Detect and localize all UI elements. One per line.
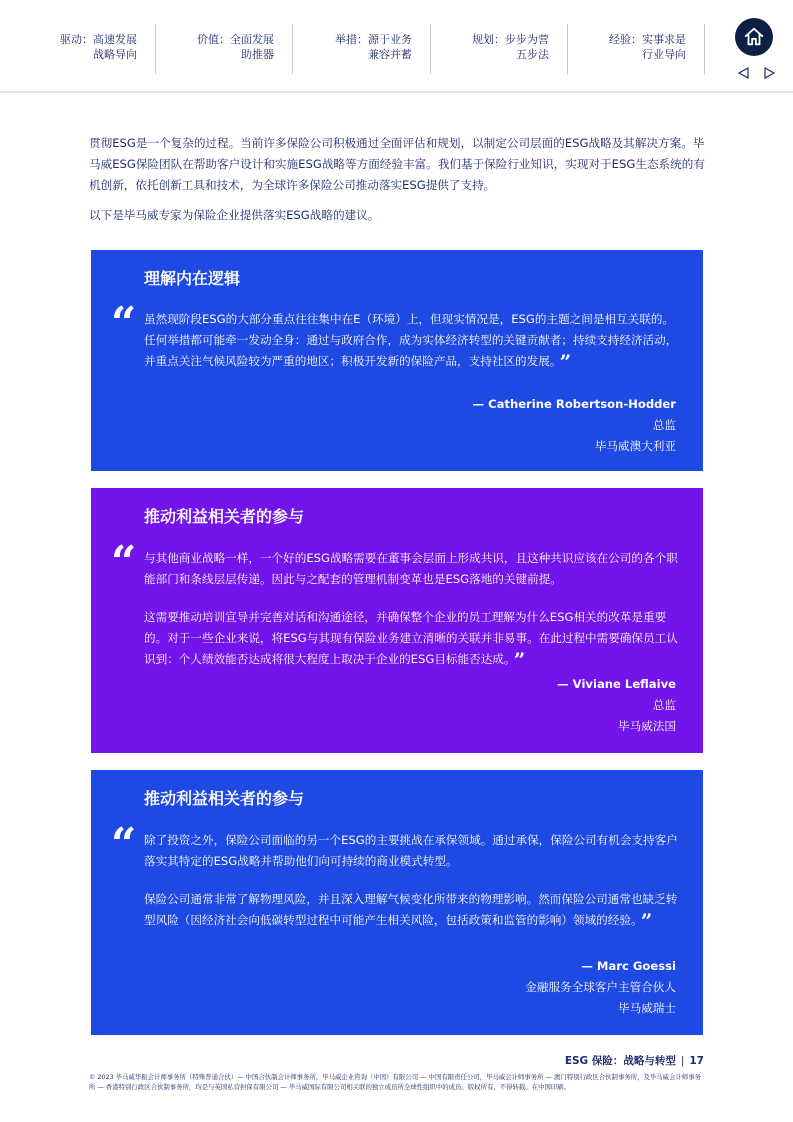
quote-body: [144, 309, 681, 372]
quote-title: 理解内在逻辑: [144, 269, 241, 288]
quote-role: 总监: [652, 418, 676, 432]
nav-item-measures[interactable]: [293, 24, 431, 74]
next-page-button[interactable]: [762, 66, 776, 80]
nav-item-line2: 行业导向: [642, 48, 686, 61]
quote-paragraph: 与其他商业战略一样，一个好的ESG战略需要在董事会层面上形成共识，且这种共识应该在公司的各个职能部门和条线层层传递。因此与之配套的管理机制变革也是ESG落地的关键前提。: [144, 551, 678, 586]
nav-item-line1: 规划：步步为营: [472, 33, 549, 46]
quote-card: [91, 250, 703, 471]
legal-notice: © 2023 毕马威华振会计师事务所（特殊普通合伙）— 中国合伙制会计师事务所，毕马威企业咨询（中国）有限公司 — 中国有限责任公司，毕马威会计师事务所 — 澳门特别行政区合伙制事务所，及毕马威会计师事务所 — 香港特别行政区合伙制事务所，均是与英国私营担保有限公司 — 毕马威国际有限公司相关联的独立成员所全球性组织中的成员。版权所有，不得转载。在中国印刷。: [89, 1073, 702, 1091]
nav-item-line1: 价值：全面发展: [197, 33, 274, 46]
separator: |: [680, 1055, 685, 1067]
intro-text: [89, 133, 705, 226]
nav-item-line2: 兼容并蓄: [368, 48, 412, 61]
quote-card: [91, 770, 703, 1035]
page-reference: [565, 1053, 704, 1068]
nav-item-value[interactable]: [156, 24, 293, 74]
intro-paragraph: 以下是毕马威专家为保险企业提供落实ESG战略的建议。: [89, 208, 380, 222]
quote-role: 金融服务全球客户主管合伙人: [525, 980, 676, 994]
prev-arrow-icon: [738, 67, 749, 79]
page-number: 17: [689, 1055, 704, 1067]
quote-card: [91, 488, 703, 753]
close-quote-icon: ”: [513, 648, 526, 672]
quote-paragraph: 虽然现阶段ESG的大部分重点往往集中在E（环境）上，但现实情况是，ESG的主题之间是相互关联的。任何举措都可能牵一发动全身：通过与政府合作，成为实体经济转型的关键贡献者；持续支持经济活动，并重点关注气候风险较为严重的地区；积极开发新的保险产品，支持社区的发展。: [144, 312, 678, 368]
quote-attribution: [472, 394, 676, 457]
quote-author: — Viviane Leflaive: [557, 677, 676, 691]
prev-page-button[interactable]: [736, 66, 750, 80]
close-quote-icon: ”: [559, 350, 572, 374]
nav-item-line2: 战略导向: [93, 48, 137, 61]
top-navigation: [0, 0, 793, 93]
nav-item-drivers[interactable]: [20, 24, 156, 74]
quote-paragraph: 除了投资之外，保险公司面临的另一个ESG的主要挑战在承保领域。通过承保，保险公司有机会支持客户落实其特定的ESG战略并帮助他们向可持续的商业模式转型。: [144, 833, 678, 868]
quote-paragraph: 保险公司通常非常了解物理风险，并且深入理解气候变化所带来的物理影响。然而保险公司通常也缺乏转型风险（因经济社会向低碳转型过程中可能产生相关风险，包括政策和监管的影响）领域的经验。: [144, 892, 678, 927]
nav-item-line1: 举措：源于业务: [335, 33, 412, 46]
quote-title: 推动利益相关者的参与: [144, 789, 305, 808]
quote-paragraph: 这需要推动培训宣导并完善对话和沟通途径，并确保整个企业的员工理解为什么ESG相关的改革是重要的。对于一些企业来说，将ESG与其现有保险业务建立清晰的关联并非易事。在此过程中需要确保员工认识到：个人绩效能否达成将很大程度上取决于企业的ESG目标能否达成。: [144, 610, 678, 666]
quote-body: [144, 548, 681, 670]
quote-body: [144, 830, 681, 931]
open-quote-icon: “: [111, 819, 137, 870]
document-title: ESG 保险：战略与转型: [564, 1055, 676, 1067]
nav-item-line1: 经验：实事求是: [609, 33, 686, 46]
next-arrow-icon: [764, 67, 775, 79]
quote-role: 总监: [652, 698, 676, 712]
intro-paragraph: 贯彻ESG是一个复杂的过程。当前许多保险公司积极通过全面评估和规划，以制定公司层面的ESG战略及其解决方案。毕马威ESG保险团队在帮助客户设计和实施ESG战略等方面经验丰富。我们基于保险行业知识，实现对于ESG生态系统的有机创新，依托创新工具和技术，为全球许多保险公司推动落实ESG提供了支持。: [89, 136, 705, 192]
open-quote-icon: “: [111, 298, 137, 349]
quote-title: 推动利益相关者的参与: [144, 507, 305, 526]
quote-attribution: [557, 674, 676, 737]
quote-author: — Catherine Robertson-Hodder: [472, 397, 676, 411]
nav-item-line1: 驱动：高速发展: [60, 33, 137, 46]
quote-author: — Marc Goessi: [581, 959, 676, 973]
home-icon: [743, 26, 765, 48]
nav-item-experience[interactable]: [568, 24, 705, 74]
quote-org: 毕马威法国: [618, 719, 676, 733]
open-quote-icon: “: [111, 537, 137, 588]
home-button[interactable]: [735, 18, 773, 56]
page-arrows: [736, 66, 776, 80]
nav-item-line2: 助推器: [241, 48, 274, 61]
quote-org: 毕马威瑞士: [618, 1001, 676, 1015]
nav-item-line2: 五步法: [516, 48, 549, 61]
nav-item-planning[interactable]: [431, 24, 568, 74]
quote-attribution: [525, 956, 676, 1019]
quote-org: 毕马威澳大利亚: [594, 439, 676, 453]
close-quote-icon: ”: [640, 909, 653, 933]
